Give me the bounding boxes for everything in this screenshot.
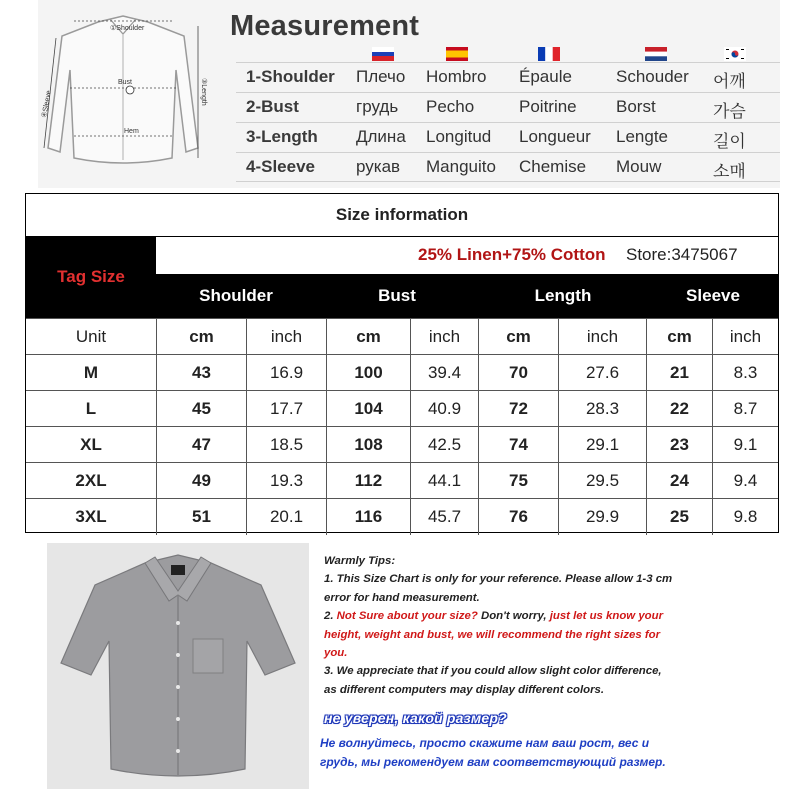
bust-diagram-label: Bust [118, 79, 133, 86]
tip-2-reassure: Don't worry, [477, 610, 550, 623]
shirt-product-photo [47, 543, 309, 789]
tag-size-cell: XL [80, 435, 102, 454]
tip-2-line-3: you. [324, 647, 348, 660]
unit-cell: cm [326, 319, 410, 355]
tip-1-line-1: 1. This Size Chart is only for your reference. Please allow 1-3 cm [324, 573, 673, 586]
spain-flag-icon [446, 47, 468, 61]
spanish-term: Manguito [426, 157, 496, 176]
measurement-cell: 29.9 [558, 499, 646, 535]
measurement-cell: 43 [156, 355, 246, 391]
measurement-cell: 8.3 [712, 355, 778, 391]
size-row [26, 426, 778, 463]
tag-size-cell: L [85, 399, 97, 418]
size-row [26, 498, 778, 535]
unit-cell: cm [646, 319, 712, 355]
unit-cell: inch [410, 319, 478, 355]
measurement-cell: 28.3 [558, 391, 646, 427]
measurement-cell: 27.6 [558, 355, 646, 391]
size-row [26, 390, 778, 427]
french-term: Poitrine [519, 97, 577, 116]
french-term: Épaule [519, 67, 572, 86]
measurement-cell: 44.1 [410, 463, 478, 499]
measurement-cell: 9.4 [712, 463, 778, 499]
dutch-term: Mouw [616, 157, 662, 176]
korean-term: 길이 [713, 132, 746, 151]
measurement-title: Measurement [230, 10, 420, 42]
measurement-cell: 8.7 [712, 391, 778, 427]
measurement-cell: 49 [156, 463, 246, 499]
measurement-cell: 23 [646, 427, 712, 463]
france-flag-icon [538, 47, 560, 61]
russian-term: Плечо [356, 67, 406, 86]
measurement-cell: 74 [478, 427, 558, 463]
measurement-cell: 40.9 [410, 391, 478, 427]
tag-size-header: Tag Size [26, 236, 156, 318]
measurement-row-bust [236, 92, 780, 121]
french-term: Longueur [519, 127, 591, 146]
measurement-label: 1-Shoulder [246, 67, 335, 86]
shoulder-diagram-label: ①Shoulder [110, 25, 145, 32]
measurement-cell: 72 [478, 391, 558, 427]
russian-term: грудь [356, 97, 399, 116]
russian-tip-line-1: Не волнуйтесь, просто скажите нам ваш рост, вес и [320, 736, 650, 750]
measurement-cell: 16.9 [246, 355, 326, 391]
korea-flag-icon [724, 47, 746, 61]
measurement-cell: 24 [646, 463, 712, 499]
korean-term: 가슴 [713, 102, 746, 121]
hem-diagram-label: Hem [124, 128, 139, 135]
measurement-cell: 45 [156, 391, 246, 427]
measurement-cell: 19.3 [246, 463, 326, 499]
measurement-cell: 21 [646, 355, 712, 391]
measurement-label: 2-Bust [246, 97, 299, 116]
tip-2-line-2: height, weight and bust, we will recommend the right sizes for [324, 628, 661, 641]
measurement-cell: 108 [326, 427, 410, 463]
russian-tip-line-2: грудь, мы рекомендуем вам соответствующий размер. [320, 755, 666, 769]
measurement-cell: 104 [326, 391, 410, 427]
measurement-cell: 76 [478, 499, 558, 535]
russian-size-question: не уверен, какой размер? [324, 710, 507, 726]
store-text: Store:3475067 [626, 245, 738, 264]
tag-size-cell: M [83, 363, 99, 382]
measurement-cell: 25 [646, 499, 712, 535]
measurement-cell: 100 [326, 355, 410, 391]
measurement-cell: 17.7 [246, 391, 326, 427]
tip-2-request: just let us know your [549, 610, 664, 623]
unit-cell: inch [558, 319, 646, 355]
measurement-cell: 29.5 [558, 463, 646, 499]
unit-cell: cm [478, 319, 558, 355]
tip-2-line-1 [324, 607, 784, 625]
material-row [156, 236, 778, 274]
dutch-term: Borst [616, 97, 656, 116]
korean-term: 어깨 [713, 72, 746, 91]
measurement-label: 4-Sleeve [246, 157, 315, 176]
material-text: 25% Linen+75% Cotton [418, 245, 606, 264]
russia-flag-icon [372, 47, 394, 61]
measurement-label: 3-Length [246, 127, 318, 146]
group-length: Length [534, 286, 592, 305]
measurement-cell: 45.7 [410, 499, 478, 535]
tip-2-number: 2. [324, 610, 337, 623]
group-bust: Bust [378, 286, 416, 305]
size-table [25, 193, 779, 533]
measurement-cell: 20.1 [246, 499, 326, 535]
measurement-cell: 18.5 [246, 427, 326, 463]
tag-size-cell: 3XL [75, 507, 107, 526]
netherlands-flag-icon [645, 47, 667, 61]
group-sleeve: Sleeve [686, 286, 740, 305]
measurement-cell: 9.1 [712, 427, 778, 463]
group-shoulder: Shoulder [199, 286, 273, 305]
measurement-cell: 29.1 [558, 427, 646, 463]
tag-size-cell: 2XL [75, 471, 107, 490]
russian-term: Длина [356, 127, 406, 146]
shirt-measurement-diagram [38, 8, 208, 186]
tip-3-line-2: as different computers may display different colors. [324, 683, 604, 696]
length-diagram-label: ③Length [200, 78, 207, 106]
warm-tips [324, 552, 784, 699]
measurement-cell: 22 [646, 391, 712, 427]
spanish-term: Hombro [426, 67, 487, 86]
measurement-cell: 51 [156, 499, 246, 535]
russian-term: рукав [356, 157, 401, 176]
dutch-term: Schouder [616, 67, 689, 86]
sleeve-diagram-label: ④Sleeve [41, 89, 53, 119]
measurement-row-length [236, 122, 780, 151]
measurement-cell: 47 [156, 427, 246, 463]
measurement-cell: 9.8 [712, 499, 778, 535]
korean-term: 소매 [713, 162, 746, 181]
unit-cell: Unit [75, 327, 107, 346]
unit-row [26, 318, 778, 355]
measurement-row-shoulder [236, 62, 780, 91]
measurement-cell: 75 [478, 463, 558, 499]
measurement-group-row [156, 274, 778, 318]
spanish-term: Pecho [426, 97, 475, 116]
french-term: Chemise [519, 157, 587, 176]
dutch-term: Lengte [616, 127, 668, 146]
measurement-row-sleeve [236, 152, 780, 182]
measurement-cell: 112 [326, 463, 410, 499]
size-row [26, 354, 778, 391]
spanish-term: Longitud [426, 127, 492, 146]
size-row [26, 462, 778, 499]
tip-3-line-1: 3. We appreciate that if you could allow slight color difference, [324, 665, 662, 678]
unit-cell: inch [712, 319, 778, 355]
russian-tip-text [320, 734, 790, 772]
measurement-cell: 70 [478, 355, 558, 391]
measurement-cell: 39.4 [410, 355, 478, 391]
unit-cell: inch [246, 319, 326, 355]
unit-cell: cm [156, 319, 246, 355]
tip-2-question: Not Sure about your size? [336, 610, 478, 623]
tips-title: Warmly Tips: [324, 555, 396, 567]
measurement-cell: 116 [326, 499, 410, 535]
tip-1-line-2: error for hand measurement. [324, 591, 480, 604]
size-table-header: Size information [26, 194, 778, 237]
measurement-cell: 42.5 [410, 427, 478, 463]
